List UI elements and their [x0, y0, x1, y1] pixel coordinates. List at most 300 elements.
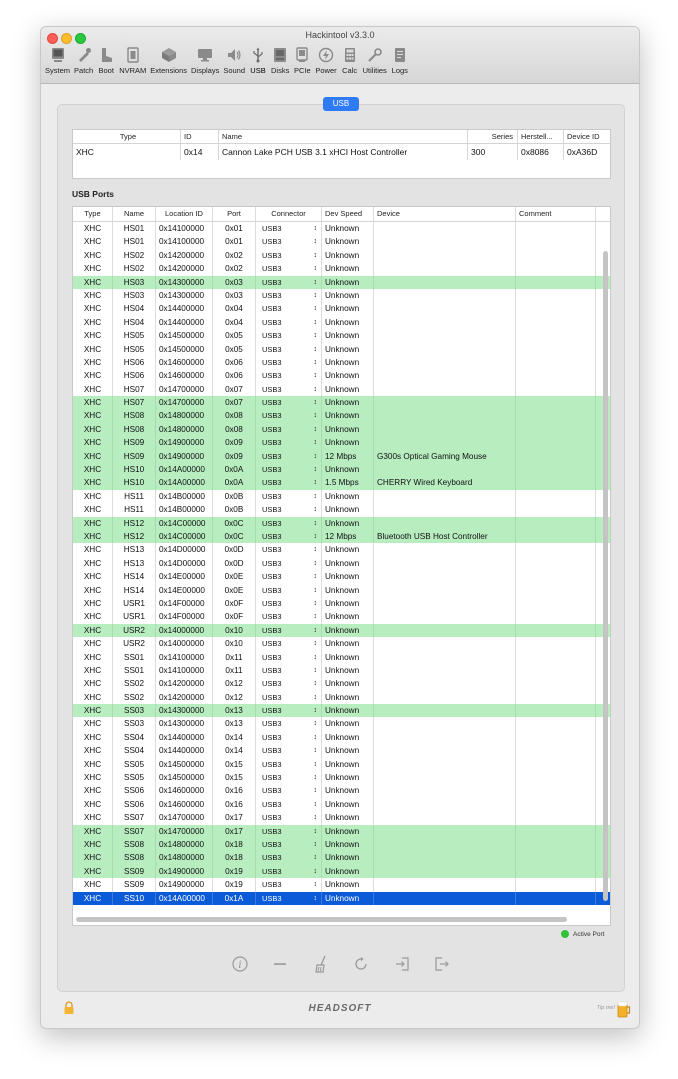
- table-row[interactable]: [73, 302, 610, 315]
- table-row[interactable]: [73, 396, 610, 409]
- up-down-chevron-icon: ↕: [313, 305, 317, 313]
- connector-select[interactable]: [256, 235, 322, 248]
- table-row[interactable]: [73, 503, 610, 516]
- toolbar-patch-button[interactable]: [72, 43, 95, 81]
- connector-select[interactable]: [256, 530, 322, 543]
- port-comment[interactable]: [516, 691, 596, 704]
- connector-select[interactable]: [256, 369, 322, 382]
- port-number: [213, 557, 256, 570]
- port-type-value: XHC: [83, 866, 102, 876]
- port-comment[interactable]: [516, 637, 596, 650]
- toolbar-displays-button[interactable]: [189, 43, 221, 81]
- port-type-value: XHC: [83, 384, 102, 394]
- port-number-value: 0x0D: [224, 558, 244, 568]
- connector-select[interactable]: [256, 463, 322, 476]
- table-row[interactable]: [73, 570, 610, 583]
- port-comment[interactable]: [516, 329, 596, 342]
- toolbar-boot-button[interactable]: [95, 43, 117, 81]
- port-comment[interactable]: [516, 717, 596, 730]
- port-comment[interactable]: [516, 289, 596, 302]
- connector-select[interactable]: [256, 316, 322, 329]
- column-header-type[interactable]: Type: [73, 130, 181, 143]
- port-comment[interactable]: [516, 784, 596, 797]
- connector-select[interactable]: [256, 717, 322, 730]
- table-row[interactable]: [73, 771, 610, 784]
- table-row[interactable]: [73, 450, 610, 463]
- connector-select[interactable]: [256, 811, 322, 824]
- connector-select[interactable]: [256, 517, 322, 530]
- table-row[interactable]: [73, 409, 610, 422]
- port-comment[interactable]: [516, 369, 596, 382]
- port-name: [113, 302, 156, 315]
- connector-select[interactable]: [256, 825, 322, 838]
- dev-speed: [322, 825, 374, 838]
- connector-select[interactable]: [256, 423, 322, 436]
- connector-select[interactable]: [256, 396, 322, 409]
- displays-icon: [196, 46, 214, 64]
- table-row[interactable]: [73, 423, 610, 436]
- up-down-chevron-icon: ↕: [313, 840, 317, 848]
- tip-me-label[interactable]: Tip me!: [596, 1005, 615, 1011]
- table-row[interactable]: [73, 784, 610, 797]
- export-icon[interactable]: [433, 955, 451, 973]
- port-type: [73, 343, 113, 356]
- port-number-value: 0x0B: [224, 491, 244, 501]
- port-comment[interactable]: [516, 610, 596, 623]
- port-comment[interactable]: [516, 651, 596, 664]
- remove-icon[interactable]: [271, 955, 289, 973]
- table-row[interactable]: [73, 463, 610, 476]
- connector-select[interactable]: [256, 409, 322, 422]
- port-location-id-value: 0x14400000: [159, 746, 205, 756]
- table-row[interactable]: [73, 543, 610, 556]
- port-name-value: HS11: [124, 505, 144, 515]
- port-comment[interactable]: [516, 396, 596, 409]
- table-row[interactable]: [73, 235, 610, 248]
- table-row[interactable]: [73, 356, 610, 369]
- toolbar-sound-button[interactable]: [221, 43, 247, 81]
- connector-select[interactable]: [256, 543, 322, 556]
- port-location-id: [156, 811, 213, 824]
- port-location-id-value: 0x14900000: [159, 438, 205, 448]
- port-comment[interactable]: [516, 584, 596, 597]
- table-row[interactable]: [73, 329, 610, 342]
- table-row[interactable]: [73, 249, 610, 262]
- connector-select[interactable]: [256, 476, 322, 489]
- port-type-value: XHC: [83, 773, 102, 783]
- table-row[interactable]: [73, 222, 610, 235]
- port-comment[interactable]: [516, 811, 596, 824]
- connector-select-value: USB3: [262, 759, 282, 769]
- connector-select[interactable]: [256, 651, 322, 664]
- port-location-id: [156, 409, 213, 422]
- port-number: [213, 530, 256, 543]
- column-header-name[interactable]: Name: [113, 207, 156, 221]
- port-location-id: [156, 838, 213, 851]
- toolbar-logs-button[interactable]: [389, 43, 411, 81]
- connector-select[interactable]: [256, 249, 322, 262]
- table-row[interactable]: [73, 637, 610, 650]
- toolbar-disks-button[interactable]: [269, 43, 291, 81]
- table-row[interactable]: [73, 731, 610, 744]
- connector-select[interactable]: [256, 343, 322, 356]
- connector-select[interactable]: [256, 584, 322, 597]
- port-comment[interactable]: [516, 878, 596, 891]
- column-header-series[interactable]: Series: [468, 130, 518, 143]
- column-header-connector[interactable]: Connector: [256, 207, 322, 221]
- connector-select-value: USB3: [262, 692, 282, 702]
- import-icon[interactable]: [393, 955, 411, 973]
- port-number: [213, 423, 256, 436]
- port-type: [73, 691, 113, 704]
- port-number-value: 0x06: [225, 371, 243, 381]
- port-comment[interactable]: [516, 262, 596, 275]
- port-location-id: [156, 329, 213, 342]
- column-header-name[interactable]: Name: [219, 130, 468, 143]
- horizontal-scrollbar[interactable]: [76, 917, 567, 922]
- usb-segment-tab[interactable]: USB: [323, 97, 359, 111]
- dev-speed: [322, 758, 374, 771]
- connector-select[interactable]: [256, 570, 322, 583]
- port-number: [213, 369, 256, 382]
- table-row[interactable]: [73, 798, 610, 811]
- connector-select[interactable]: [256, 503, 322, 516]
- port-comment[interactable]: [516, 490, 596, 503]
- column-header-manufacturer[interactable]: Herstell...: [518, 130, 564, 143]
- port-type-value: XHC: [83, 398, 102, 408]
- connector-select[interactable]: [256, 356, 322, 369]
- connector-select[interactable]: [256, 276, 322, 289]
- port-location-id: [156, 316, 213, 329]
- port-comment[interactable]: [516, 343, 596, 356]
- port-location-id: [156, 878, 213, 891]
- connector-select[interactable]: [256, 851, 322, 864]
- port-comment[interactable]: [516, 838, 596, 851]
- toolbar-power-button[interactable]: [313, 43, 338, 81]
- controller-row[interactable]: [73, 144, 610, 160]
- port-type: [73, 329, 113, 342]
- connector-select[interactable]: [256, 436, 322, 449]
- port-number-value: 0x16: [225, 786, 243, 796]
- connector-select[interactable]: [256, 610, 322, 623]
- device-name: [374, 369, 516, 382]
- toolbar-nvram-button[interactable]: [117, 43, 148, 81]
- port-comment[interactable]: [516, 476, 596, 489]
- port-name-value: HS09: [123, 451, 145, 461]
- table-row[interactable]: [73, 476, 610, 489]
- toolbar-label: Calc: [342, 66, 358, 75]
- port-name: [113, 691, 156, 704]
- toolbar-utilities-button[interactable]: [361, 43, 389, 81]
- table-row[interactable]: [73, 517, 610, 530]
- connector-select-value: USB3: [262, 558, 282, 568]
- port-number: [213, 476, 256, 489]
- device-name: [374, 691, 516, 704]
- port-name-value: HS02: [123, 264, 145, 274]
- window-title: Hackintool v3.3.0: [305, 30, 375, 40]
- up-down-chevron-icon: ↕: [313, 800, 317, 808]
- port-comment[interactable]: [516, 731, 596, 744]
- refresh-icon[interactable]: [352, 955, 370, 973]
- column-header-location-id[interactable]: Location ID: [156, 207, 213, 221]
- connector-select-value: USB3: [262, 491, 282, 501]
- table-row[interactable]: [73, 838, 610, 851]
- port-type-value: XHC: [83, 411, 102, 421]
- controller-table[interactable]: [72, 129, 611, 179]
- table-row[interactable]: [73, 262, 610, 275]
- connector-select[interactable]: [256, 289, 322, 302]
- connector-select[interactable]: [256, 664, 322, 677]
- column-header-comment[interactable]: Comment: [516, 207, 596, 221]
- port-location-id-value: 0x14100000: [159, 237, 205, 247]
- toolbar-system-button[interactable]: [43, 43, 72, 81]
- port-comment[interactable]: [516, 409, 596, 422]
- table-row[interactable]: [73, 289, 610, 302]
- connector-select[interactable]: [256, 637, 322, 650]
- port-name: [113, 276, 156, 289]
- device-name: [374, 235, 516, 248]
- up-down-chevron-icon: ↕: [313, 693, 317, 701]
- port-comment[interactable]: [516, 851, 596, 864]
- table-row[interactable]: [73, 691, 610, 704]
- port-comment[interactable]: [516, 249, 596, 262]
- port-comment[interactable]: [516, 798, 596, 811]
- port-comment[interactable]: [516, 865, 596, 878]
- port-comment[interactable]: [516, 664, 596, 677]
- port-location-id: [156, 731, 213, 744]
- up-down-chevron-icon: ↕: [313, 519, 317, 527]
- toolbar-calc-button[interactable]: [339, 43, 361, 81]
- connector-select[interactable]: [256, 450, 322, 463]
- port-comment[interactable]: [516, 892, 596, 905]
- port-number-value: 0x17: [225, 826, 243, 836]
- table-row[interactable]: [73, 811, 610, 824]
- dev-speed-value: Unknown: [325, 719, 360, 729]
- up-down-chevron-icon: ↕: [313, 814, 317, 822]
- port-type: [73, 276, 113, 289]
- table-row[interactable]: [73, 597, 610, 610]
- table-row[interactable]: [73, 744, 610, 757]
- port-comment[interactable]: [516, 423, 596, 436]
- port-comment[interactable]: [516, 771, 596, 784]
- port-name: [113, 450, 156, 463]
- port-comment[interactable]: [516, 704, 596, 717]
- port-comment[interactable]: [516, 597, 596, 610]
- port-type: [73, 825, 113, 838]
- port-comment[interactable]: [516, 222, 596, 235]
- port-name: [113, 543, 156, 556]
- table-row[interactable]: [73, 892, 610, 905]
- port-comment[interactable]: [516, 517, 596, 530]
- table-row[interactable]: [73, 316, 610, 329]
- port-comment[interactable]: [516, 463, 596, 476]
- table-row[interactable]: [73, 624, 610, 637]
- table-row[interactable]: [73, 865, 610, 878]
- dev-speed-value: Unknown: [325, 304, 360, 314]
- port-location-id: [156, 450, 213, 463]
- connector-select[interactable]: [256, 490, 322, 503]
- port-comment[interactable]: [516, 744, 596, 757]
- dev-speed: [322, 865, 374, 878]
- port-comment[interactable]: [516, 235, 596, 248]
- dev-speed-value: 12 Mbps: [325, 451, 357, 461]
- pcie-icon: [293, 46, 311, 64]
- port-comment[interactable]: [516, 677, 596, 690]
- table-row[interactable]: [73, 878, 610, 891]
- dev-speed: [322, 356, 374, 369]
- port-comment[interactable]: [516, 503, 596, 516]
- table-row[interactable]: [73, 557, 610, 570]
- up-down-chevron-icon: ↕: [313, 492, 317, 500]
- port-comment[interactable]: [516, 302, 596, 315]
- connector-select[interactable]: [256, 262, 322, 275]
- column-header-id[interactable]: ID: [181, 130, 219, 143]
- port-number: [213, 543, 256, 556]
- port-comment[interactable]: [516, 356, 596, 369]
- table-row[interactable]: [73, 276, 610, 289]
- port-location-id-value: 0x14100000: [159, 665, 205, 675]
- table-row[interactable]: [73, 651, 610, 664]
- connector-select-value: USB3: [262, 853, 282, 863]
- port-number-value: 0x15: [225, 773, 243, 783]
- toolbar-pcie-button[interactable]: [291, 43, 313, 81]
- port-comment[interactable]: [516, 758, 596, 771]
- connector-select[interactable]: [256, 892, 322, 905]
- usb-icon: [249, 46, 267, 64]
- port-type: [73, 784, 113, 797]
- port-location-id: [156, 436, 213, 449]
- connector-select-value: USB3: [262, 518, 282, 528]
- svg-text:i: i: [238, 960, 242, 971]
- port-comment[interactable]: [516, 450, 596, 463]
- port-name-value: SS02: [123, 692, 145, 702]
- vertical-scrollbar[interactable]: [603, 251, 608, 901]
- port-location-id-value: 0x14C00000: [159, 518, 206, 528]
- connector-select[interactable]: [256, 222, 322, 235]
- connector-select[interactable]: [256, 758, 322, 771]
- toolbar-extensions-button[interactable]: [148, 43, 189, 81]
- device-name: [374, 758, 516, 771]
- column-header-device-id[interactable]: Device ID: [567, 132, 600, 141]
- port-comment[interactable]: [516, 557, 596, 570]
- table-row[interactable]: [73, 717, 610, 730]
- table-row[interactable]: [73, 825, 610, 838]
- connector-select[interactable]: [256, 329, 322, 342]
- port-number: [213, 798, 256, 811]
- port-type: [73, 222, 113, 235]
- port-name-value: HS02: [123, 250, 145, 260]
- port-name: [113, 396, 156, 409]
- column-header-type[interactable]: Type: [73, 207, 113, 221]
- connector-select[interactable]: [256, 597, 322, 610]
- dev-speed: [322, 450, 374, 463]
- connector-select[interactable]: [256, 865, 322, 878]
- port-type: [73, 396, 113, 409]
- connector-select[interactable]: [256, 838, 322, 851]
- table-row[interactable]: [73, 851, 610, 864]
- dev-speed-value: Unknown: [325, 518, 360, 528]
- column-header-dev-speed[interactable]: Dev Speed: [322, 207, 374, 221]
- connector-select[interactable]: [256, 731, 322, 744]
- beer-icon[interactable]: [617, 1000, 631, 1020]
- port-name-value: HS07: [123, 398, 145, 408]
- port-comment[interactable]: [516, 276, 596, 289]
- dev-speed-value: Unknown: [325, 290, 360, 300]
- port-comment[interactable]: [516, 624, 596, 637]
- table-row[interactable]: [73, 704, 610, 717]
- connector-select[interactable]: [256, 704, 322, 717]
- port-comment[interactable]: [516, 436, 596, 449]
- port-location-id: [156, 249, 213, 262]
- port-number: [213, 316, 256, 329]
- port-number-value: 0x09: [225, 438, 243, 448]
- dev-speed-value: Unknown: [325, 639, 360, 649]
- port-comment[interactable]: [516, 316, 596, 329]
- port-comment[interactable]: [516, 570, 596, 583]
- device-name: [374, 892, 516, 905]
- table-row[interactable]: [73, 584, 610, 597]
- port-comment[interactable]: [516, 825, 596, 838]
- connector-select[interactable]: [256, 677, 322, 690]
- table-row[interactable]: [73, 490, 610, 503]
- connector-select[interactable]: [256, 624, 322, 637]
- port-name: [113, 383, 156, 396]
- connector-select[interactable]: [256, 878, 322, 891]
- table-row[interactable]: [73, 436, 610, 449]
- table-row[interactable]: [73, 677, 610, 690]
- column-header-device[interactable]: Device: [374, 207, 516, 221]
- table-row[interactable]: [73, 758, 610, 771]
- port-comment[interactable]: [516, 383, 596, 396]
- port-type-value: XHC: [83, 558, 102, 568]
- usb-ports-table[interactable]: [72, 206, 611, 926]
- connector-select[interactable]: [256, 691, 322, 704]
- extensions-icon: [160, 46, 178, 64]
- connector-select[interactable]: [256, 302, 322, 315]
- table-row[interactable]: [73, 343, 610, 356]
- connector-select[interactable]: [256, 557, 322, 570]
- port-location-id-value: 0x14700000: [159, 826, 205, 836]
- device-name: [374, 396, 516, 409]
- table-row[interactable]: [73, 383, 610, 396]
- device-name: [374, 704, 516, 717]
- port-comment[interactable]: [516, 543, 596, 556]
- table-row[interactable]: [73, 610, 610, 623]
- port-number-value: 0x13: [225, 706, 243, 716]
- connector-select[interactable]: [256, 798, 322, 811]
- port-type-value: XHC: [83, 853, 102, 863]
- connector-select[interactable]: [256, 744, 322, 757]
- connector-select[interactable]: [256, 784, 322, 797]
- connector-select[interactable]: [256, 383, 322, 396]
- port-name: [113, 329, 156, 342]
- table-row[interactable]: [73, 530, 610, 543]
- port-number-value: 0x19: [225, 866, 243, 876]
- dev-speed: [322, 396, 374, 409]
- port-number: [213, 784, 256, 797]
- controller-series: 300: [468, 144, 518, 160]
- column-header-port[interactable]: Port: [213, 207, 256, 221]
- port-number: [213, 758, 256, 771]
- table-row[interactable]: [73, 664, 610, 677]
- port-comment[interactable]: [516, 530, 596, 543]
- patch-icon: [75, 46, 93, 64]
- info-icon[interactable]: [231, 955, 249, 973]
- toolbar-usb-button[interactable]: [247, 43, 269, 81]
- connector-select[interactable]: [256, 771, 322, 784]
- clean-icon[interactable]: [312, 955, 330, 973]
- table-row[interactable]: [73, 369, 610, 382]
